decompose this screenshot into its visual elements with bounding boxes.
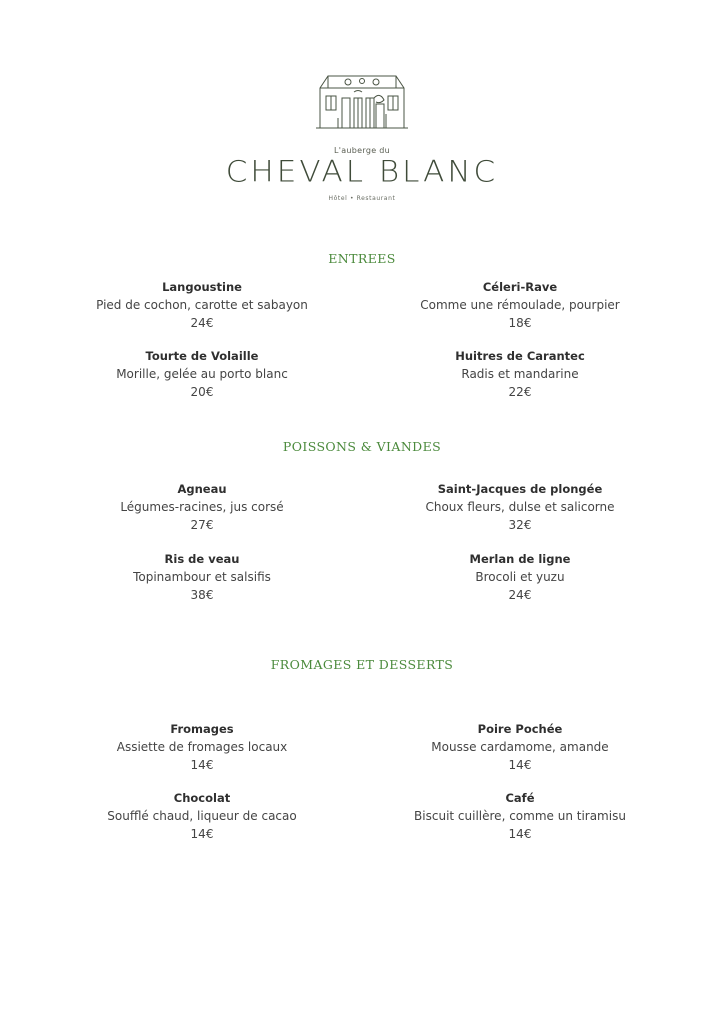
restaurant-logo <box>0 68 724 202</box>
item-description: Légumes-racines, jus corsé <box>120 500 284 514</box>
item-price: 14€ <box>508 827 532 841</box>
item-description: Pied de cochon, carotte et sabayon <box>96 298 308 312</box>
item-price: 24€ <box>508 588 532 602</box>
item-name: Saint-Jacques de plongée <box>437 482 603 496</box>
item-description: Brocoli et yuzu <box>475 570 565 584</box>
item-price: 27€ <box>190 518 214 532</box>
item-description: Biscuit cuillère, comme un tiramisu <box>414 809 626 823</box>
logo-name: CHEVAL BLANC <box>225 154 499 190</box>
item-name: Fromages <box>170 722 234 736</box>
menu-item <box>52 790 352 843</box>
menu-item <box>52 481 352 534</box>
item-name: Langoustine <box>162 280 242 294</box>
item-description: Topinambour et salsifis <box>133 570 271 584</box>
item-name: Huitres de Carantec <box>455 349 585 363</box>
item-name: Café <box>505 791 535 805</box>
item-name: Tourte de Volaille <box>145 349 259 363</box>
item-description: Soufflé chaud, liqueur de cacao <box>107 809 297 823</box>
item-price: 38€ <box>190 588 214 602</box>
item-name: Ris de veau <box>164 552 240 566</box>
item-description: Choux fleurs, dulse et salicorne <box>425 500 615 514</box>
menu-item <box>370 348 670 401</box>
menu-item <box>370 551 670 604</box>
menu-item <box>52 551 352 604</box>
item-name: Poire Pochée <box>477 722 563 736</box>
item-price: 22€ <box>508 385 532 399</box>
menu-item <box>52 721 352 774</box>
item-price: 14€ <box>508 758 532 772</box>
section-title-poissons-viandes: POISSONS & VIANDES <box>282 439 442 454</box>
logo-top-line: L'auberge du <box>333 146 391 155</box>
logo-tagline: Hôtel • Restaurant <box>328 195 396 202</box>
item-description: Morille, gelée au porto blanc <box>116 367 288 381</box>
item-description: Assiette de fromages locaux <box>116 740 288 754</box>
item-price: 20€ <box>190 385 214 399</box>
item-description: Mousse cardamome, amande <box>431 740 609 754</box>
section-title-entrees: ENTREES <box>328 251 396 266</box>
section-title-fromages-desserts: FROMAGES ET DESSERTS <box>270 657 454 672</box>
menu-item <box>370 481 670 534</box>
item-description: Radis et mandarine <box>461 367 579 381</box>
house-drawing-icon <box>314 68 410 130</box>
menu-item <box>370 279 670 332</box>
item-description: Comme une rémoulade, pourpier <box>420 298 620 312</box>
menu-item <box>52 279 352 332</box>
item-price: 14€ <box>190 827 214 841</box>
menu-item <box>370 721 670 774</box>
item-name: Agneau <box>177 482 227 496</box>
menu-item <box>370 790 670 843</box>
item-name: Chocolat <box>173 791 231 805</box>
menu-item <box>52 348 352 401</box>
item-name: Merlan de ligne <box>469 552 571 566</box>
item-price: 24€ <box>190 316 214 330</box>
item-price: 14€ <box>190 758 214 772</box>
item-name: Céleri-Rave <box>482 280 558 294</box>
item-price: 18€ <box>508 316 532 330</box>
item-price: 32€ <box>508 518 532 532</box>
